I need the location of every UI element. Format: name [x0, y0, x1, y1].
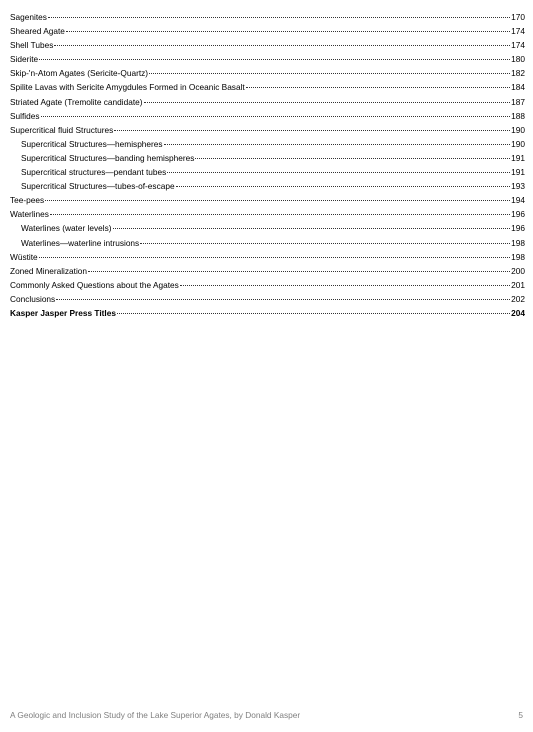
toc-entry-title: Waterlines (water levels) [21, 223, 112, 234]
toc-subentry[interactable] [10, 137, 525, 151]
toc-dot-leader [45, 200, 510, 201]
toc-entry[interactable] [10, 80, 525, 94]
toc-dot-leader [48, 17, 510, 18]
toc-dot-leader [66, 31, 510, 32]
toc-entry-title: Spilite Lavas with Sericite Amygdules Formed in Oceanic Basalt [10, 82, 245, 93]
toc-entry-page: 193 [511, 181, 525, 192]
toc-entry-page: 188 [511, 110, 525, 121]
toc-entry-page: 180 [511, 54, 525, 65]
toc-entry-page: 191 [511, 152, 525, 163]
toc-entry-page: 174 [511, 40, 525, 51]
toc-entry-title: Siderite [10, 54, 39, 65]
toc-entry-title: Conclusions [10, 293, 56, 304]
toc-entry[interactable] [10, 278, 525, 292]
toc-entry-page: 190 [511, 124, 525, 135]
toc-entry[interactable] [10, 66, 525, 80]
toc-entry-page: 182 [511, 68, 525, 79]
toc-entry-page: 170 [511, 12, 525, 22]
toc-dot-leader [88, 271, 510, 272]
toc-entry-title: Commonly Asked Questions about the Agates [10, 279, 179, 290]
toc-entry[interactable] [10, 292, 525, 306]
toc-entry[interactable] [10, 250, 525, 264]
toc-entry-title: Supercritical Structures—hemispheres [21, 138, 163, 149]
toc-subentry[interactable] [10, 221, 525, 235]
toc-dot-leader [164, 144, 511, 145]
toc-entry-title: Tee-pees [10, 195, 45, 206]
toc-entry[interactable] [10, 123, 525, 137]
toc-entry[interactable] [10, 38, 525, 52]
toc-entry-title: Skip-'n-Atom Agates (Sericite-Quartz) [10, 68, 149, 79]
footer-title: A Geologic and Inclusion Study of the Lake Superior Agates, by Donald Kasper [10, 710, 301, 720]
toc-entry[interactable] [10, 10, 525, 24]
toc-entry-page: 187 [511, 96, 525, 107]
toc-dot-leader [113, 228, 511, 229]
toc-entry-title: Sheared Agate [10, 26, 65, 37]
toc-entry[interactable] [10, 207, 525, 221]
toc-entry-page: 194 [511, 195, 525, 206]
toc-dot-leader [39, 257, 510, 258]
toc-entry-page: 200 [511, 265, 525, 276]
toc-entry-page: 190 [511, 138, 525, 149]
toc-entry[interactable] [10, 264, 525, 278]
toc-entry-title: Sagenites [10, 12, 47, 22]
toc-dot-leader [180, 285, 510, 286]
toc-entry-title: Sulfides [10, 110, 40, 121]
toc-entry-page: 196 [511, 223, 525, 234]
toc-entry-page: 174 [511, 26, 525, 37]
toc-entry-title: Striated Agate (Tremolite candidate) [10, 96, 143, 107]
toc-subentry[interactable] [10, 179, 525, 193]
toc-entry-page: 191 [511, 167, 525, 178]
toc-entry-title: Waterlines [10, 209, 49, 220]
toc-entry-title: Supercritical fluid Structures [10, 124, 114, 135]
toc-dot-leader [114, 130, 510, 131]
toc-entry-page: 201 [511, 279, 525, 290]
toc-entry[interactable] [10, 52, 525, 66]
table-of-contents [10, 10, 525, 320]
toc-dot-leader [54, 45, 510, 46]
toc-subentry[interactable] [10, 236, 525, 250]
toc-subentry[interactable] [10, 151, 525, 165]
toc-entry-title: Waterlines—waterline intrusions [21, 237, 140, 248]
toc-dot-leader [56, 299, 510, 300]
toc-entry[interactable] [10, 109, 525, 123]
toc-entry[interactable] [10, 95, 525, 109]
toc-entry-page: 184 [511, 82, 525, 93]
toc-entry[interactable] [10, 306, 525, 320]
toc-entry-title: Kasper Jasper Press Titles [10, 307, 116, 318]
page-footer [10, 710, 523, 720]
toc-entry[interactable] [10, 193, 525, 207]
toc-entry-title: Supercritical Structures—tubes-of-escape [21, 181, 175, 192]
toc-subentry[interactable] [10, 165, 525, 179]
toc-entry-title: Shell Tubes [10, 40, 54, 51]
toc-entry-page: 202 [511, 293, 525, 304]
toc-entry-page: 198 [511, 251, 525, 262]
toc-dot-leader [176, 186, 511, 187]
toc-dot-leader [50, 214, 510, 215]
toc-dot-leader [144, 102, 511, 103]
toc-entry[interactable] [10, 24, 525, 38]
toc-dot-leader [149, 73, 510, 74]
toc-dot-leader [39, 59, 510, 60]
toc-entry-title: Supercritical Structures—banding hemispheres [21, 152, 195, 163]
toc-entry-title: Wüstite [10, 251, 38, 262]
toc-dot-leader [117, 313, 510, 314]
toc-entry-page: 196 [511, 209, 525, 220]
toc-entry-page: 198 [511, 237, 525, 248]
toc-dot-leader [246, 87, 510, 88]
toc-dot-leader [195, 158, 510, 159]
footer-page-number: 5 [518, 710, 523, 720]
toc-entry-title: Supercritical structures—pendant tubes [21, 167, 167, 178]
toc-dot-leader [41, 116, 511, 117]
toc-dot-leader [140, 243, 510, 244]
toc-dot-leader [167, 172, 510, 173]
toc-entry-title: Zoned Mineralization [10, 265, 88, 276]
toc-entry-page: 204 [511, 307, 525, 318]
